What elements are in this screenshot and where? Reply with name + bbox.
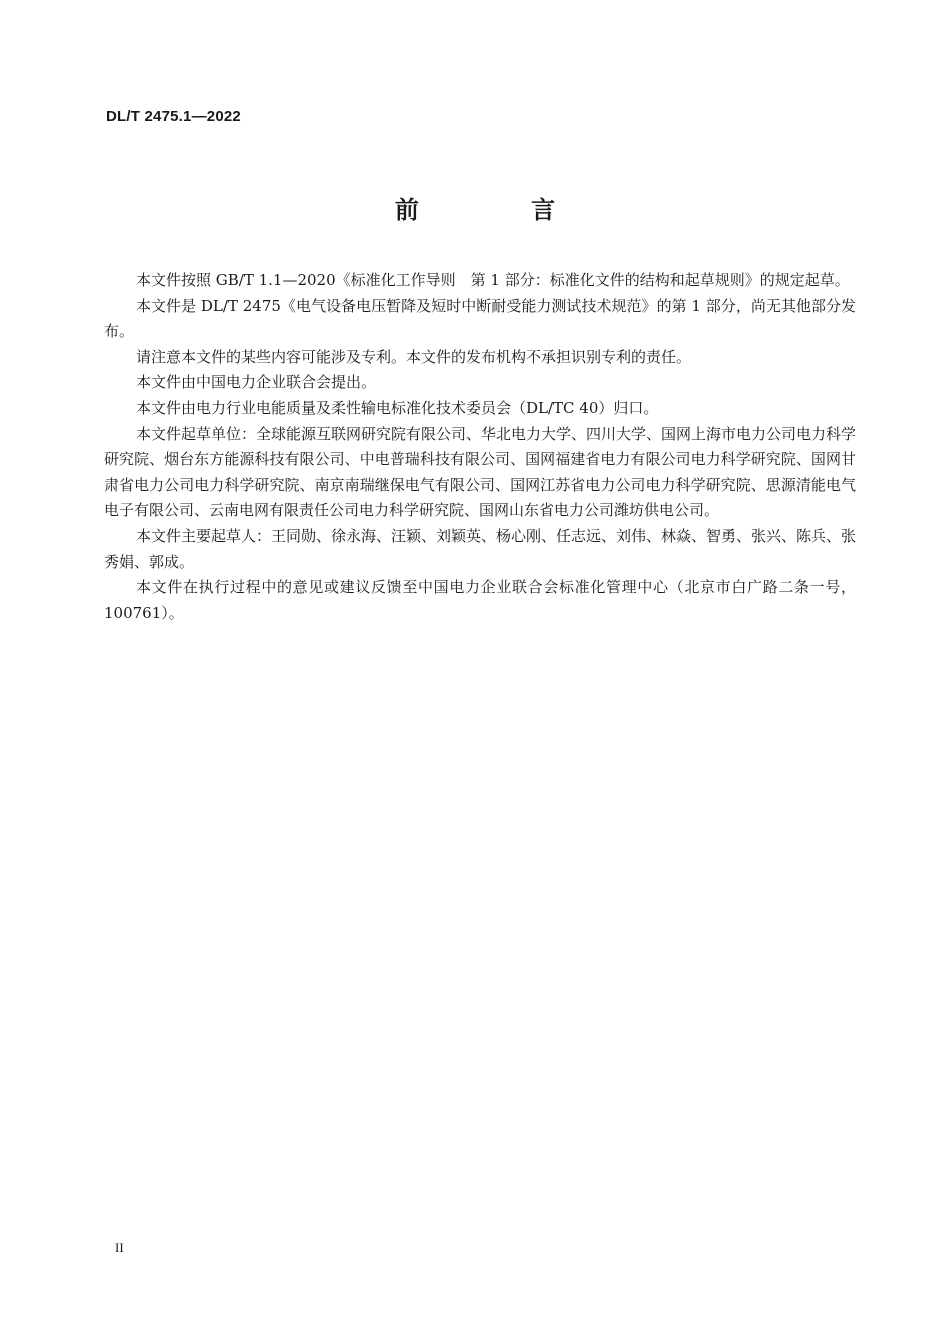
paragraph-proposer: 本文件由中国电力企业联合会提出。 [136,373,377,392]
section-title: 前 言 [394,196,608,224]
preface-body [104,268,856,626]
page-number: II [115,1240,124,1255]
document-code: DL/T 2475.1—2022 [106,108,241,125]
paragraph-drafting-units: 本文件起草单位：全球能源互联网研究院有限公司、华北电力大学、四川大学、国网上海市电力公司电力科学研究院、烟台东方能源科技有限公司、中电普瑞科技有限公司、国网福建省电力有限公司电力科学研究院、国网甘肃省电力公司电力科学研究院、南京南瑞继保电气有限公司、国网江苏省电力公司电力科学研究院、思源清能电气电子有限公司、云南电网有限责任公司电力科学研究院、国网山东省电力公司潍坊供电公司。 [104,424,857,520]
paragraph-drafting-rules: 本文件按照 GB/T 1.1—2020《标准化工作导则 第 1 部分：标准化文件的结构和起草规则》的规定起草。 [136,271,850,289]
paragraph-part-info: 本文件是 DL/T 2475《电气设备电压暂降及短时中断耐受能力测试技术规范》的第 1 部分，尚无其他部分发布。 [104,296,856,341]
paragraph-patent-notice: 请注意本文件的某些内容可能涉及专利。本文件的发布机构不承担识别专利的责任。 [136,347,692,366]
paragraph-drafters: 本文件主要起草人：王同勋、徐永海、汪颖、刘颖英、杨心刚、任志远、刘伟、林焱、智勇、张兴、陈兵、张秀娟、郭成。 [104,526,857,571]
paragraph-committee: 本文件由电力行业电能质量及柔性输电标准化技术委员会（DL/TC 40）归口。 [136,398,659,417]
paragraph-feedback: 本文件在执行过程中的意见或建议反馈至中国电力企业联合会标准化管理中心（北京市白广路二条一号，100761）。 [104,578,856,622]
